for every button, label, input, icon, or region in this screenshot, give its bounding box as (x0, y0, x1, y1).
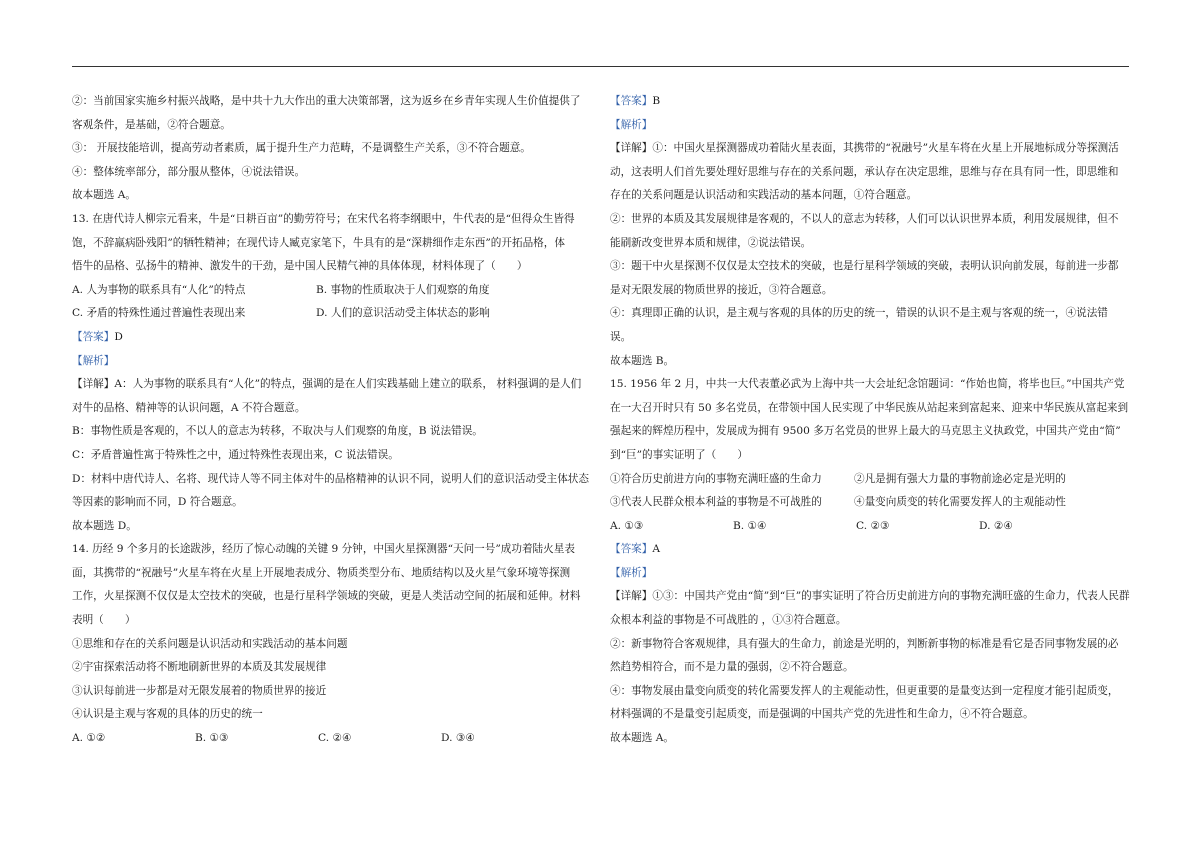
answer-value: A (652, 543, 661, 556)
text-line: 众根本利益的事物是不可战胜的 ，①③符合题意。 (610, 614, 847, 627)
text-line: D：材料中唐代诗人、名将、现代诗人等不同主体对牛的品格精神的认识不同，说明人们的意识活动受主体状态 (72, 472, 589, 485)
options-row (72, 727, 590, 751)
text-line: 14. 历经 9 个多月的长途跋涉，经历了惊心动魄的关键 9 分钟，中国火星探测器“天问一号”成功着陆火星表 (72, 543, 575, 556)
text-line: 误。 (610, 330, 632, 343)
text-line: 然趋势相符合，而不是力量的强弱，②不符合题意。 (610, 661, 854, 674)
section-tag: 【解析】 (610, 566, 653, 579)
text-line: ②宇宙探索活动将不断地刷新世界的本质及其发展规律 (72, 661, 327, 674)
section-tag: 【解析】 (610, 118, 653, 131)
option: B. ①④ (733, 519, 767, 532)
text-line: ②：新事物符合客观规律，具有强大的生命力，前途是光明的，判断新事物的标准是看它是否同事物发展的必 (610, 637, 1119, 650)
option: C. 矛盾的特殊性通过普遍性表现出来 (72, 307, 246, 320)
text-line: 【详解】A：人为事物的联系具有“人化”的特点，强调的是在人们实践基础上建立的联系， 材料强调的是人们 (72, 378, 582, 391)
text-line: 【详解】①③：中国共产党由“简”到“巨”的事实证明了符合历史前进方向的事物充满旺盛的生命力，代表人民群 (610, 590, 1130, 603)
text-line: ③：题干中火星探测不仅仅是太空技术的突破，也是行星科学领域的突破，表明认识向前发展，每前进一步都 (610, 260, 1119, 273)
text-line: 存在的关系问题是认识活动和实践活动的基本问题，①符合题意。 (610, 189, 918, 202)
answer-tag-line (610, 538, 1128, 562)
section-tag: 【解析】 (72, 354, 115, 367)
option: D. ③④ (441, 732, 475, 745)
text-line: ②：世界的本质及其发展规律是客观的，不以人的意志为转移，人们可以认识世界本质，利用发展规律，但不 (610, 212, 1119, 225)
option: A. ①② (72, 732, 106, 745)
text-line: 面，其携带的“祝融号”火星车将在火星上开展地表成分、物质类型分布、地质结构以及火星气象环境等探测 (72, 566, 571, 579)
text-line: C：矛盾普遍性寓于特殊性之中，通过特殊性表现出来，C 说法错误。 (72, 448, 399, 461)
text-line: ④：整体统率部分，部分服从整体，④说法错误。 (72, 165, 306, 178)
option: D. ②④ (979, 519, 1013, 532)
options-row (610, 468, 1128, 492)
text-line: 悟牛的品格、弘扬牛的精神、激发牛的干劲，是中国人民精气神的具体体现，材料体现了（ ） (72, 260, 528, 273)
text-line: 工作，火星探测不仅仅是太空技术的突破，也是行星科学领域的突破，更是人类活动空间的拓展和延伸。材料 (72, 590, 581, 603)
answer-tag-line (610, 114, 1128, 138)
text-line: 15. 1956 年 2 月，中共一大代表董必武为上海中共一大会址纪念馆题词：“作始也简，将毕也巨。”中国共产党 (610, 378, 1125, 391)
answer-tag-line (610, 562, 1128, 586)
text-line: 【详解】①：中国火星探测器成功着陆火星表面，其携带的“祝融号”火星车将在火星上开展地标成分等探测活 (610, 142, 1119, 155)
option: ④量变向质变的转化需要发挥人的主观能动性 (854, 496, 1066, 509)
option: A. 人为事物的联系具有“人化”的特点 (72, 283, 246, 296)
option: C. ②④ (318, 732, 352, 745)
text-line: 在一大召开时只有 50 多名党员，在带领中国人民实现了中华民族从站起来到富起来、迎来中华民族从富起来到 (610, 401, 1129, 414)
option: ③代表人民群众根本利益的事物是不可战胜的 (610, 496, 822, 509)
text-line: ④：真理即正确的认识，是主观与客观的具体的历史的统一，错误的认识不是主观与客观的统一，④说法错 (610, 307, 1108, 320)
answer-value: B (652, 95, 661, 107)
text-line: 对牛的品格、精神等的认识问题，A 不符合题意。 (72, 401, 306, 414)
section-tag: 【答案】 (610, 95, 653, 107)
text-line: ①思维和存在的关系问题是认识活动和实践活动的基本问题 (72, 637, 348, 650)
text-line: ③： 开展技能培训，提高劳动者素质，属于提升生产力范畴，不是调整生产关系，③不符合题意。 (72, 142, 531, 155)
text-line: 故本题选 A。 (72, 189, 136, 202)
header-rule (72, 66, 1129, 67)
text-line: ④认识是主观与客观的具体的历史的统一 (72, 708, 263, 721)
options-row (72, 279, 590, 303)
text-line: 故本题选 D。 (72, 519, 137, 532)
options-row (610, 515, 1128, 539)
text-line: ④：事物发展由量变向质变的转化需要发挥人的主观能动性，但更重要的是量变达到一定程度才能引起质变， (610, 684, 1119, 697)
answer-tag-line (72, 326, 590, 350)
answer-value: D (114, 330, 123, 343)
text-line: 故本题选 B。 (610, 354, 675, 367)
text-line: 饱，不辞羸病卧残阳”的牺牲精神；在现代诗人臧克家笔下，牛具有的是“深耕细作走东西”的开拓品格，体 (72, 236, 565, 249)
text-line: 材料强调的不是量变引起质变，而是强调的中国共产党的先进性和生命力，④不符合题意。 (610, 708, 1034, 721)
options-row (72, 302, 590, 326)
text-line: B：事物性质是客观的，不以人的意志为转移，不取决与人们观察的角度，B 说法错误。 (72, 425, 483, 438)
option: ①符合历史前进方向的事物充满旺盛的生命力 (610, 472, 822, 485)
section-tag: 【答案】 (72, 330, 115, 343)
text-line: 动，这表明人们首先要处理好思维与存在的关系问题，承认存在决定思维，思维与存在具有同一性，即思维和 (610, 165, 1119, 178)
text-line: 是对无限发展的物质世界的接近，③符合题意。 (610, 283, 833, 296)
option: D. 人们的意识活动受主体状态的影响 (316, 307, 490, 320)
left-column (72, 90, 590, 751)
text-line: 客观条件，是基础，②符合题意。 (72, 118, 231, 131)
section-tag: 【答案】 (610, 543, 653, 556)
text-line: 强起来的辉煌历程中，发展成为拥有 9500 多万名党员的世界上最大的马克思主义执政党，中国共产党由“简” (610, 425, 1121, 438)
answer-tag-line (610, 90, 1128, 114)
option: B. ①③ (195, 732, 229, 745)
option: C. ②③ (856, 519, 890, 532)
option: A. ①③ (610, 519, 644, 532)
option: ②凡是拥有强大力量的事物前途必定是光明的 (854, 472, 1066, 485)
text-line: 故本题选 A。 (610, 732, 674, 745)
text-line: 表明（ ） (72, 614, 136, 627)
text-line: ③认识每前进一步都是对无限发展着的物质世界的接近 (72, 684, 327, 697)
option: B. 事物的性质取决于人们观察的角度 (316, 283, 490, 296)
text-line: 到“巨”的事实证明了（ ） (610, 448, 748, 461)
text-line: 13. 在唐代诗人柳宗元看来，牛是“日耕百亩”的勤劳符号；在宋代名将李纲眼中，牛代表的是“但得众生皆得 (72, 212, 575, 225)
text-line: 等因素的影响而不同，D 符合题意。 (72, 496, 243, 509)
answer-tag-line (72, 350, 590, 374)
right-column (610, 90, 1128, 751)
text-line: 能刷新改变世界本质和规律，②说法错误。 (610, 236, 812, 249)
options-row (610, 491, 1128, 515)
text-line: ②：当前国家实施乡村振兴战略，是中共十九大作出的重大决策部署，这为返乡在乡青年实现人生价值提供了 (72, 95, 581, 107)
